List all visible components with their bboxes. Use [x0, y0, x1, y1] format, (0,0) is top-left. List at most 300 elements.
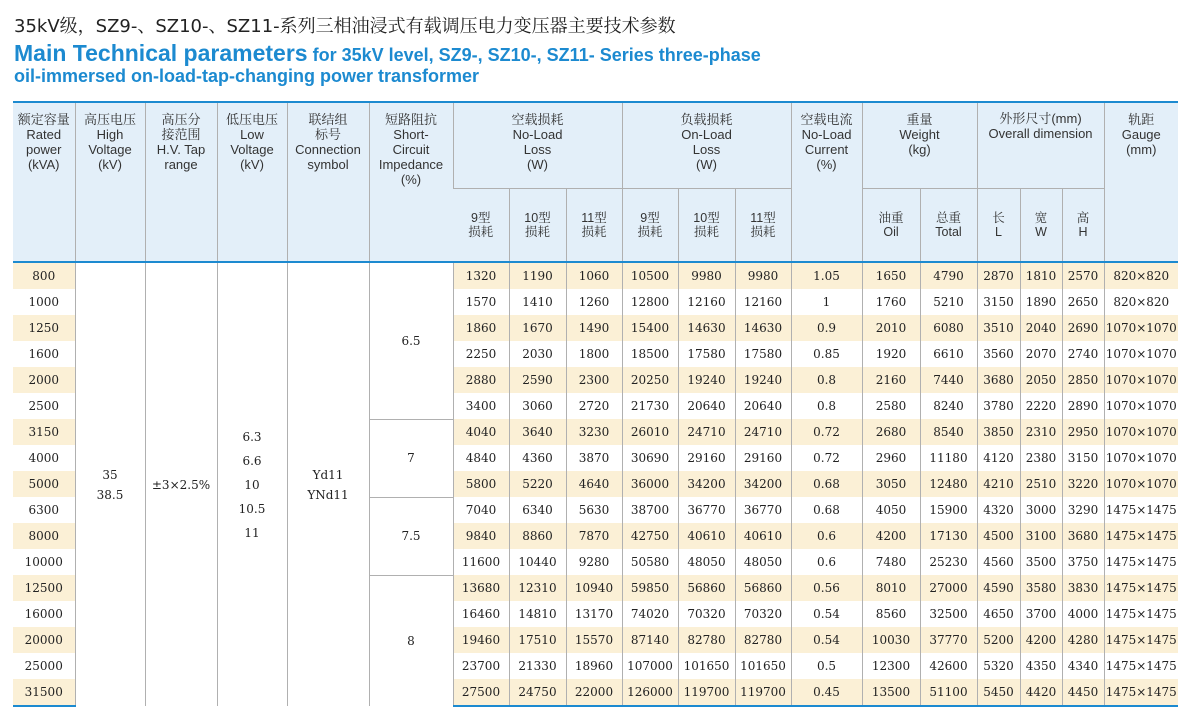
cell-nl11: 18960	[566, 653, 622, 679]
header-line: 高压电压	[83, 112, 136, 127]
cell-w: 2310	[1020, 419, 1062, 445]
cell-w: 1890	[1020, 289, 1062, 315]
cell-total: 6610	[920, 341, 977, 367]
cell-nl11: 1490	[566, 315, 622, 341]
cell-w: 2380	[1020, 445, 1062, 471]
cell-ol11: 119700	[735, 679, 791, 706]
cell-total: 15900	[920, 497, 977, 523]
cell-ol11: 17580	[735, 341, 791, 367]
header-line: 高	[1076, 211, 1090, 225]
cell-gauge: 1475×1475	[1104, 549, 1178, 575]
cell-l: 4120	[977, 445, 1020, 471]
header-line: Weight	[899, 127, 940, 142]
cell-total: 51100	[920, 679, 977, 706]
cell-nl9: 3400	[453, 393, 509, 419]
cell-gauge: 1475×1475	[1104, 497, 1178, 523]
header-hv	[75, 102, 145, 262]
cell-nl9: 5800	[453, 471, 509, 497]
cell-ol11: 48050	[735, 549, 791, 575]
header-line: 10型	[693, 211, 720, 225]
header-line: H.V. Tap	[156, 142, 206, 157]
header-line: 低压电压	[225, 112, 278, 127]
cell-cur: 0.72	[791, 445, 862, 471]
cell-rated-power: 2000	[13, 367, 75, 393]
cell-nl10: 3640	[509, 419, 566, 445]
cell-w: 4350	[1020, 653, 1062, 679]
cell-oil: 2580	[862, 393, 920, 419]
cell-ol11: 12160	[735, 289, 791, 315]
header-length	[977, 189, 1020, 263]
connection-value: YNd11	[307, 487, 349, 502]
cell-w: 2510	[1020, 471, 1062, 497]
cell-nl10: 8860	[509, 523, 566, 549]
cell-w: 4420	[1020, 679, 1062, 706]
cell-nl9: 9840	[453, 523, 509, 549]
cell-oil: 2010	[862, 315, 920, 341]
cell-nl9: 1320	[453, 262, 509, 289]
cell-total: 6080	[920, 315, 977, 341]
cell-hv	[75, 262, 145, 706]
cell-ol10: 34200	[678, 471, 735, 497]
cell-ol11: 19240	[735, 367, 791, 393]
header-line: range	[164, 157, 198, 172]
header-line: Overall dimension	[988, 126, 1093, 141]
cell-ol10: 17580	[678, 341, 735, 367]
cell-nl10: 5220	[509, 471, 566, 497]
cell-nl9: 2250	[453, 341, 509, 367]
cell-total: 11180	[920, 445, 977, 471]
cell-h: 3290	[1062, 497, 1104, 523]
cell-h: 4450	[1062, 679, 1104, 706]
cell-gauge: 1070×1070	[1104, 367, 1178, 393]
header-line: (kVA)	[27, 157, 60, 172]
cell-total: 8540	[920, 419, 977, 445]
header-line: Loss	[692, 142, 721, 157]
header-line: Short-	[393, 127, 429, 142]
header-impedance	[369, 102, 453, 262]
header-line: 11型	[750, 211, 776, 225]
header-line: 损耗	[750, 225, 776, 239]
cell-w: 3580	[1020, 575, 1062, 601]
header-line: 损耗	[581, 225, 607, 239]
cell-gauge: 820×820	[1104, 262, 1178, 289]
cell-total: 42600	[920, 653, 977, 679]
hv-value: 35	[102, 467, 118, 482]
cell-l: 4650	[977, 601, 1020, 627]
cell-h: 4000	[1062, 601, 1104, 627]
cell-h: 3830	[1062, 575, 1104, 601]
cell-gauge: 1475×1475	[1104, 679, 1178, 706]
cell-oil: 12300	[862, 653, 920, 679]
cell-ol9: 38700	[622, 497, 678, 523]
cell-nl10: 1410	[509, 289, 566, 315]
header-line: No-Load	[512, 127, 563, 142]
cell-cur: 0.54	[791, 627, 862, 653]
header-line: 9型	[471, 211, 491, 225]
cell-cur: 0.54	[791, 601, 862, 627]
cell-nl10: 12310	[509, 575, 566, 601]
cell-lv	[217, 262, 287, 706]
cell-nl9: 1860	[453, 315, 509, 341]
cell-oil: 1650	[862, 262, 920, 289]
cell-h: 2950	[1062, 419, 1104, 445]
cell-cur: 0.9	[791, 315, 862, 341]
cell-nl10: 17510	[509, 627, 566, 653]
header-width	[1020, 189, 1062, 263]
cell-oil: 2960	[862, 445, 920, 471]
header-line: 短路阻抗	[384, 112, 437, 127]
table-row	[13, 262, 1178, 289]
cell-l: 3510	[977, 315, 1020, 341]
header-line: power	[26, 142, 62, 157]
cell-l: 4500	[977, 523, 1020, 549]
cell-ol9: 126000	[622, 679, 678, 706]
header-line: 联结组	[308, 112, 348, 127]
cell-total: 12480	[920, 471, 977, 497]
title-english-sub: for 35kV level, SZ9-, SZ10-, SZ11- Series three-phase	[307, 45, 761, 65]
cell-l: 5200	[977, 627, 1020, 653]
header-connection	[287, 102, 369, 262]
cell-ol10: 9980	[678, 262, 735, 289]
cell-connection	[287, 262, 369, 706]
header-line: (kg)	[908, 142, 931, 157]
header-ol10	[678, 189, 735, 263]
cell-h: 4280	[1062, 627, 1104, 653]
header-line: 空载损耗	[511, 112, 564, 127]
cell-oil: 1920	[862, 341, 920, 367]
header-dimension	[977, 102, 1104, 189]
cell-ol9: 12800	[622, 289, 678, 315]
cell-nl9: 19460	[453, 627, 509, 653]
cell-h: 3150	[1062, 445, 1104, 471]
header-line: Gauge	[1121, 127, 1161, 142]
cell-nl11: 15570	[566, 627, 622, 653]
header-hv-tap	[145, 102, 217, 262]
header-line: 标号	[314, 127, 341, 142]
cell-nl10: 6340	[509, 497, 566, 523]
cell-ol10: 119700	[678, 679, 735, 706]
cell-w: 4200	[1020, 627, 1062, 653]
header-no-load-loss	[453, 102, 622, 189]
cell-nl11: 13170	[566, 601, 622, 627]
header-line: Low	[240, 127, 264, 142]
header-line: Voltage	[88, 142, 132, 157]
header-height	[1062, 189, 1104, 263]
cell-oil: 7480	[862, 549, 920, 575]
cell-impedance: 8	[369, 575, 453, 706]
header-line: H	[1078, 225, 1088, 239]
cell-gauge: 1070×1070	[1104, 419, 1178, 445]
cell-gauge: 1070×1070	[1104, 341, 1178, 367]
cell-rated-power: 1000	[28, 295, 60, 309]
cell-gauge: 1070×1070	[1104, 445, 1178, 471]
header-line: Current	[804, 142, 849, 157]
cell-ol11: 56860	[735, 575, 791, 601]
cell-total: 4790	[920, 262, 977, 289]
cell-nl10: 1190	[509, 262, 566, 289]
header-line: W	[1035, 225, 1047, 239]
cell-impedance: 6.5	[369, 262, 453, 419]
header-line: 重量	[906, 112, 933, 127]
cell-ol9: 21730	[622, 393, 678, 419]
cell-ol10: 101650	[678, 653, 735, 679]
cell-nl10: 3060	[509, 393, 566, 419]
cell-l: 3560	[977, 341, 1020, 367]
cell-nl11: 2720	[566, 393, 622, 419]
header-line: No-Load	[801, 127, 852, 142]
header-line: Rated	[26, 127, 62, 142]
header-line: 损耗	[468, 225, 494, 239]
cell-oil: 8560	[862, 601, 920, 627]
cell-w: 3100	[1020, 523, 1062, 549]
header-line: (%)	[816, 157, 837, 172]
header-line: Loss	[523, 142, 552, 157]
cell-nl10: 4360	[509, 445, 566, 471]
header-line: (W)	[527, 157, 548, 172]
header-no-load-current	[791, 102, 862, 262]
cell-nl11: 22000	[566, 679, 622, 706]
technical-parameters-table	[13, 101, 1178, 707]
header-line: 空载电流	[800, 112, 853, 127]
lv-value: 10.5	[238, 501, 266, 516]
cell-w: 2050	[1020, 367, 1062, 393]
cell-nl9: 11600	[453, 549, 509, 575]
hv-tap-value: ±3×2.5%	[151, 477, 211, 492]
cell-w: 3500	[1020, 549, 1062, 575]
cell-oil: 10030	[862, 627, 920, 653]
lv-value: 11	[244, 525, 260, 540]
header-lv	[217, 102, 287, 262]
cell-ol9: 42750	[622, 523, 678, 549]
header-line: 宽	[1034, 211, 1048, 225]
cell-cur: 0.72	[791, 419, 862, 445]
cell-ol9: 50580	[622, 549, 678, 575]
cell-l: 4210	[977, 471, 1020, 497]
cell-l: 5450	[977, 679, 1020, 706]
header-line: 9型	[640, 211, 660, 225]
cell-l: 3150	[977, 289, 1020, 315]
connection-value: Yd11	[312, 467, 344, 482]
cell-nl11: 5630	[566, 497, 622, 523]
header-line: 额定容量	[17, 112, 70, 127]
cell-cur: 1.05	[791, 262, 862, 289]
header-gauge	[1104, 102, 1178, 262]
cell-total: 37770	[920, 627, 977, 653]
header-line: 接范围	[161, 127, 201, 142]
cell-oil: 8010	[862, 575, 920, 601]
cell-nl10: 24750	[509, 679, 566, 706]
cell-rated-power: 16000	[24, 607, 63, 621]
cell-nl10: 14810	[509, 601, 566, 627]
header-line: 11型	[581, 211, 607, 225]
header-line: Connection	[295, 142, 361, 157]
header-line: (mm)	[1126, 142, 1157, 157]
cell-l: 3850	[977, 419, 1020, 445]
cell-ol10: 20640	[678, 393, 735, 419]
cell-gauge: 820×820	[1104, 289, 1178, 315]
cell-rated-power: 1600	[28, 347, 60, 361]
cell-ol11: 24710	[735, 419, 791, 445]
header-line: symbol	[307, 157, 349, 172]
cell-l: 2870	[977, 262, 1020, 289]
cell-w: 3700	[1020, 601, 1062, 627]
cell-ol10: 82780	[678, 627, 735, 653]
cell-nl10: 2030	[509, 341, 566, 367]
cell-ol9: 87140	[622, 627, 678, 653]
cell-nl11: 4640	[566, 471, 622, 497]
cell-oil: 4200	[862, 523, 920, 549]
cell-ol11: 82780	[735, 627, 791, 653]
header-line: L	[995, 225, 1002, 239]
header-ol11	[735, 189, 791, 263]
cell-gauge: 1070×1070	[1104, 393, 1178, 419]
cell-ol9: 107000	[622, 653, 678, 679]
cell-nl9: 27500	[453, 679, 509, 706]
cell-oil: 2160	[862, 367, 920, 393]
cell-gauge: 1070×1070	[1104, 315, 1178, 341]
title-english-line2: oil-immersed on-load-tap-changing power transformer	[14, 66, 480, 86]
cell-cur: 0.68	[791, 497, 862, 523]
cell-nl11: 3870	[566, 445, 622, 471]
cell-ol10: 14630	[678, 315, 735, 341]
cell-w: 2220	[1020, 393, 1062, 419]
cell-w: 2040	[1020, 315, 1062, 341]
cell-gauge: 1070×1070	[1104, 471, 1178, 497]
cell-ol10: 70320	[678, 601, 735, 627]
header-nl10	[509, 189, 566, 263]
cell-l: 4590	[977, 575, 1020, 601]
cell-cur: 0.8	[791, 367, 862, 393]
cell-nl11: 7870	[566, 523, 622, 549]
cell-total: 17130	[920, 523, 977, 549]
cell-ol10: 12160	[678, 289, 735, 315]
cell-l: 4320	[977, 497, 1020, 523]
cell-oil: 3050	[862, 471, 920, 497]
cell-gauge: 1475×1475	[1104, 523, 1178, 549]
cell-nl10: 21330	[509, 653, 566, 679]
header-line: (W)	[696, 157, 717, 172]
header-line: 负载损耗	[680, 112, 733, 127]
cell-total: 27000	[920, 575, 977, 601]
cell-rated-power: 8000	[13, 523, 75, 549]
lv-value: 6.6	[242, 453, 262, 468]
cell-rated-power: 3150	[13, 419, 75, 445]
cell-nl11: 1060	[566, 262, 622, 289]
cell-nl9: 4040	[453, 419, 509, 445]
cell-ol10: 36770	[678, 497, 735, 523]
cell-w: 2070	[1020, 341, 1062, 367]
cell-rated-power: 6300	[28, 503, 60, 517]
header-line: 长	[992, 211, 1005, 225]
header-on-load-loss	[622, 102, 791, 189]
cell-h: 2850	[1062, 367, 1104, 393]
cell-ol9: 59850	[622, 575, 678, 601]
cell-ol11: 101650	[735, 653, 791, 679]
header-line: 轨距	[1128, 112, 1155, 127]
title-chinese: 35kV级，SZ9-、SZ10-、SZ11-系列三相油浸式有载调压电力变压器主要技术参数	[14, 16, 676, 37]
cell-gauge: 1475×1475	[1104, 575, 1178, 601]
cell-h: 2650	[1062, 289, 1104, 315]
header-ol9	[622, 189, 678, 263]
cell-ol9: 74020	[622, 601, 678, 627]
cell-ol9: 36000	[622, 471, 678, 497]
cell-gauge: 1475×1475	[1104, 627, 1178, 653]
cell-nl9: 7040	[453, 497, 509, 523]
cell-ol11: 9980	[735, 262, 791, 289]
cell-ol10: 29160	[678, 445, 735, 471]
header-weight	[862, 102, 977, 189]
cell-nl9: 2880	[453, 367, 509, 393]
header-line: Oil	[883, 225, 899, 239]
cell-cur: 0.6	[791, 523, 862, 549]
table-body	[13, 262, 1178, 706]
cell-rated-power: 31500	[13, 679, 75, 706]
cell-ol11: 29160	[735, 445, 791, 471]
cell-ol10: 48050	[678, 549, 735, 575]
header-line: (kV)	[240, 157, 264, 172]
cell-total: 25230	[920, 549, 977, 575]
header-total	[920, 189, 977, 263]
cell-gauge: 1475×1475	[1104, 601, 1178, 627]
cell-l: 3680	[977, 367, 1020, 393]
header-nl11	[566, 189, 622, 263]
cell-ol11: 14630	[735, 315, 791, 341]
cell-impedance: 7	[369, 419, 453, 497]
cell-nl9: 23700	[453, 653, 509, 679]
header-line: Voltage	[230, 142, 274, 157]
cell-ol10: 19240	[678, 367, 735, 393]
header-line: (%)	[400, 172, 422, 187]
cell-h: 3220	[1062, 471, 1104, 497]
hv-value: 38.5	[96, 487, 124, 502]
cell-cur: 0.8	[791, 393, 862, 419]
title-english-main: Main Technical parameters	[14, 40, 308, 66]
header-oil	[862, 189, 920, 263]
cell-rated-power: 1250	[13, 315, 75, 341]
header-line: Impedance	[378, 157, 444, 172]
cell-ol10: 40610	[678, 523, 735, 549]
header-line: 损耗	[637, 225, 663, 239]
cell-nl10: 10440	[509, 549, 566, 575]
cell-total: 5210	[920, 289, 977, 315]
cell-ol9: 30690	[622, 445, 678, 471]
cell-ol9: 18500	[622, 341, 678, 367]
cell-rated-power: 25000	[24, 659, 63, 673]
cell-ol10: 56860	[678, 575, 735, 601]
header-line: Circuit	[392, 142, 430, 157]
header-nl9	[453, 189, 509, 263]
cell-ol9: 15400	[622, 315, 678, 341]
cell-total: 8240	[920, 393, 977, 419]
cell-cur: 0.5	[791, 653, 862, 679]
cell-h: 4340	[1062, 653, 1104, 679]
header-line: 总重	[936, 211, 962, 225]
cell-oil: 13500	[862, 679, 920, 706]
cell-ol11: 70320	[735, 601, 791, 627]
cell-ol9: 26010	[622, 419, 678, 445]
cell-rated-power: 20000	[13, 627, 75, 653]
cell-nl10: 1670	[509, 315, 566, 341]
lv-value: 10	[244, 477, 260, 492]
cell-nl9: 1570	[453, 289, 509, 315]
header-line: 外形尺寸(mm)	[999, 111, 1082, 126]
cell-h: 2690	[1062, 315, 1104, 341]
cell-cur: 0.56	[791, 575, 862, 601]
cell-nl11: 1260	[566, 289, 622, 315]
header-line: 高压分	[161, 112, 201, 127]
cell-ol11: 36770	[735, 497, 791, 523]
cell-nl9: 16460	[453, 601, 509, 627]
